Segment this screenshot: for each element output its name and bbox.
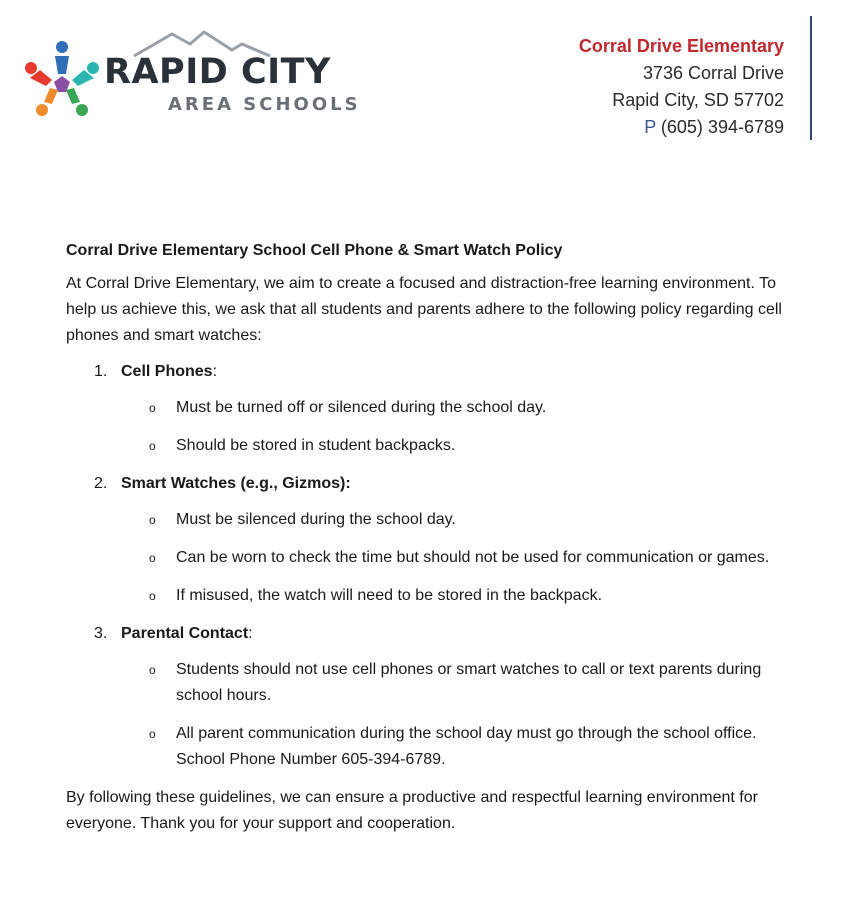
district-logo	[22, 28, 361, 120]
section-suffix: :	[212, 363, 218, 380]
list-item	[66, 657, 786, 709]
section-items	[66, 395, 786, 459]
section-label: Smart Watches (e.g., Gizmos):	[121, 475, 351, 492]
section-number: 3.	[94, 625, 108, 642]
policy-section	[66, 471, 786, 609]
list-item	[66, 545, 786, 571]
policy-document	[66, 240, 786, 837]
list-item	[66, 721, 786, 773]
phone-number: (605) 394-6789	[660, 117, 784, 137]
logo-subtitle: AREA SCHOOLS	[168, 94, 361, 115]
phone-line	[579, 114, 784, 141]
city-state-zip: Rapid City, SD 57702	[612, 90, 784, 110]
policy-section	[66, 359, 786, 459]
policy-list	[66, 359, 786, 773]
street-address: 3736 Corral Drive	[642, 63, 784, 83]
section-number: 2.	[94, 475, 108, 492]
school-name: Corral Drive Elementary	[578, 36, 784, 56]
section-suffix: :	[248, 625, 253, 642]
bullet-icon: o	[149, 551, 156, 565]
section-heading	[66, 471, 786, 497]
policy-title: Corral Drive Elementary School Cell Phone & Smart Watch Policy	[66, 242, 563, 259]
bullet-icon: o	[149, 727, 156, 741]
section-items	[66, 657, 786, 773]
header-divider	[810, 16, 812, 140]
list-item	[66, 395, 786, 421]
list-item-text: All parent communication during the school day must go through the school office. School Phone Number 605-394-6789.	[176, 725, 757, 768]
intro-paragraph: At Corral Drive Elementary, we aim to create a focused and distraction-free learning environment. To help us achieve this, we ask that all students and parents adhere to the following policy regarding cell phones and smart watches:	[66, 275, 782, 344]
list-item-text: Must be turned off or silenced during the school day.	[176, 399, 547, 416]
section-heading	[66, 359, 786, 385]
logo-title: RAPID CITY	[104, 52, 331, 92]
phone-prefix: P	[644, 117, 656, 137]
list-item	[66, 583, 786, 609]
list-item-text: Should be stored in student backpacks.	[176, 437, 456, 454]
section-label: Cell Phones	[121, 363, 213, 380]
star-people-icon	[22, 38, 102, 118]
list-item-text: If misused, the watch will need to be stored in the backpack.	[176, 587, 603, 604]
list-item-text: Can be worn to check the time but should not be used for communication or games.	[176, 549, 770, 566]
list-item-text: Students should not use cell phones or smart watches to call or text parents during school hours.	[176, 661, 762, 704]
bullet-icon: o	[149, 513, 156, 527]
list-item	[66, 433, 786, 459]
list-item-text: Must be silenced during the school day.	[176, 511, 456, 528]
section-heading	[66, 621, 786, 647]
bullet-icon: o	[149, 439, 156, 453]
section-items	[66, 507, 786, 609]
bullet-icon: o	[149, 589, 156, 603]
bullet-icon: o	[149, 663, 156, 677]
school-address-block	[579, 33, 784, 141]
list-item	[66, 507, 786, 533]
section-number: 1.	[94, 363, 108, 380]
section-label: Parental Contact	[121, 625, 249, 642]
policy-section	[66, 621, 786, 773]
bullet-icon: o	[149, 401, 156, 415]
closing-paragraph: By following these guidelines, we can ensure a productive and respectful learning environment for everyone. Thank you for your support and cooperation.	[66, 789, 758, 832]
